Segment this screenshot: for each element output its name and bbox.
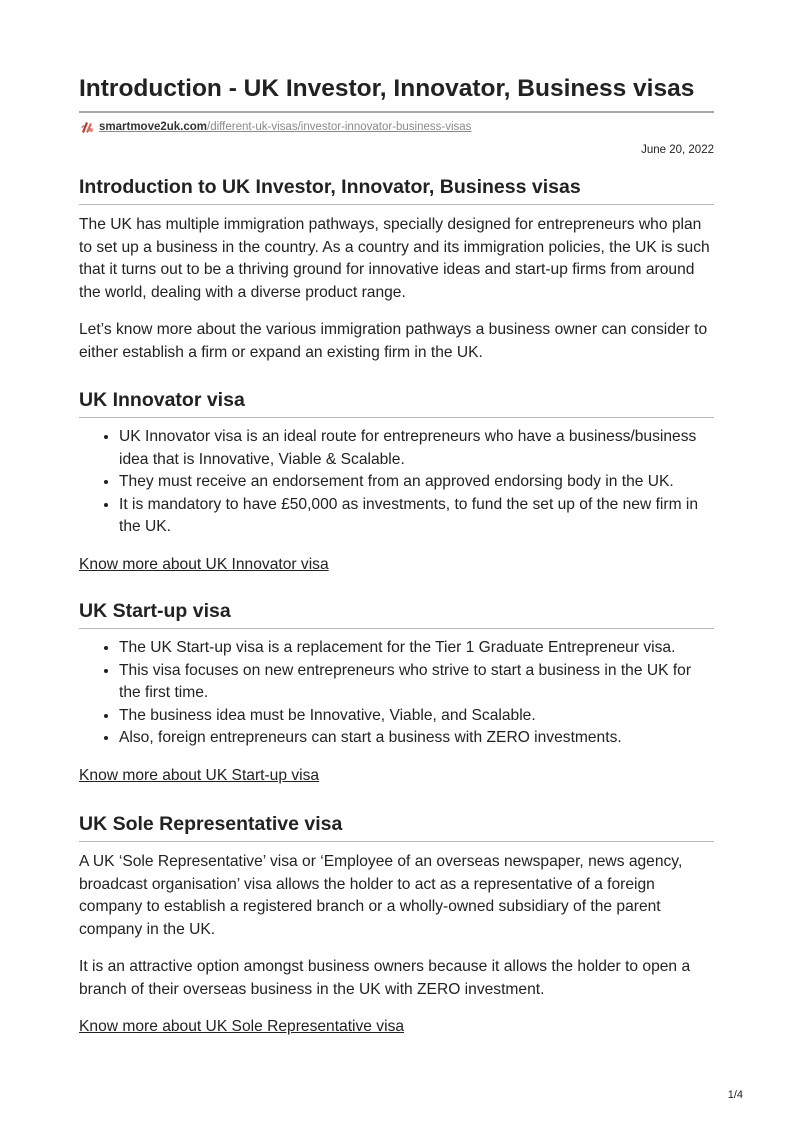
sole-heading: UK Sole Representative visa: [79, 811, 714, 842]
list-item: • This visa focuses on new entrepreneurs who strive to start a business in the UK for the first time.: [119, 660, 714, 705]
list-item: • It is mandatory to have £50,000 as investments, to fund the set up of the new firm in the UK.: [119, 494, 714, 539]
publish-date: June 20, 2022: [641, 144, 714, 156]
sole-section: [79, 811, 714, 1039]
list-item: • They must receive an endorsement from an approved endorsing body in the UK.: [119, 471, 714, 494]
source-domain: smartmove2uk.com: [99, 121, 208, 133]
sole-paragraph-2: It is an attractive option amongst business owners because it allows the holder to open a branch of their overseas business in the UK with ZERO investment.: [79, 958, 691, 998]
startup-bullets: [79, 637, 714, 750]
sole-paragraph-1: A UK ‘Sole Representative’ visa or ‘Employee of an overseas newspaper, news agency, broadcast organisation’ visa allows the holder to act as a representative of a foreign company to establish a registered branch or a wholly-owned subsidiary of the parent company in the UK.: [79, 853, 683, 938]
intro-paragraph-2: Let’s know more about the various immigration pathways a business owner can consider to either establish a firm or expand an existing firm in the UK.: [79, 321, 708, 361]
innovator-bullets: [79, 426, 714, 539]
intro-paragraph-1: The UK has multiple immigration pathways, specially designed for entrepreneurs who plan to set up a business in the country. As a country and its immigration policies, the UK is such that it turns out to be a thriving ground for innovative ideas and start-up firms from around the world, dealing with a diverse product range.: [79, 216, 710, 301]
source-path: /different-uk-visas/investor-innovator-business-visas: [207, 121, 472, 133]
page-number: 1/4: [727, 1089, 743, 1101]
innovator-heading: UK Innovator visa: [79, 387, 714, 418]
list-item: • UK Innovator visa is an ideal route for entrepreneurs who have a business/business idea that is Innovative, Viable & Scalable.: [119, 426, 714, 471]
list-item: • The UK Start-up visa is a replacement for the Tier 1 Graduate Entrepreneur visa.: [119, 637, 714, 660]
page-title: Introduction - UK Investor, Innovator, Business visas: [79, 75, 695, 102]
title-divider: [79, 111, 714, 113]
list-item: • Also, foreign entrepreneurs can start a business with ZERO investments.: [119, 727, 714, 750]
intro-heading: Introduction to UK Investor, Innovator, Business visas: [79, 174, 714, 205]
smartmove2uk-logo-icon: [79, 119, 95, 135]
startup-section: [79, 598, 714, 787]
sole-more-link[interactable]: Know more about UK Sole Representative visa: [79, 1018, 405, 1035]
startup-heading: UK Start-up visa: [79, 598, 714, 629]
source-link[interactable]: [99, 121, 471, 133]
source-line: [79, 118, 471, 136]
startup-more-link[interactable]: Know more about UK Start-up visa: [79, 766, 320, 784]
intro-section: [79, 174, 714, 364]
innovator-more-link[interactable]: Know more about UK Innovator visa: [79, 555, 329, 573]
innovator-section: [79, 387, 714, 576]
list-item: • The business idea must be Innovative, Viable, and Scalable.: [119, 705, 714, 728]
